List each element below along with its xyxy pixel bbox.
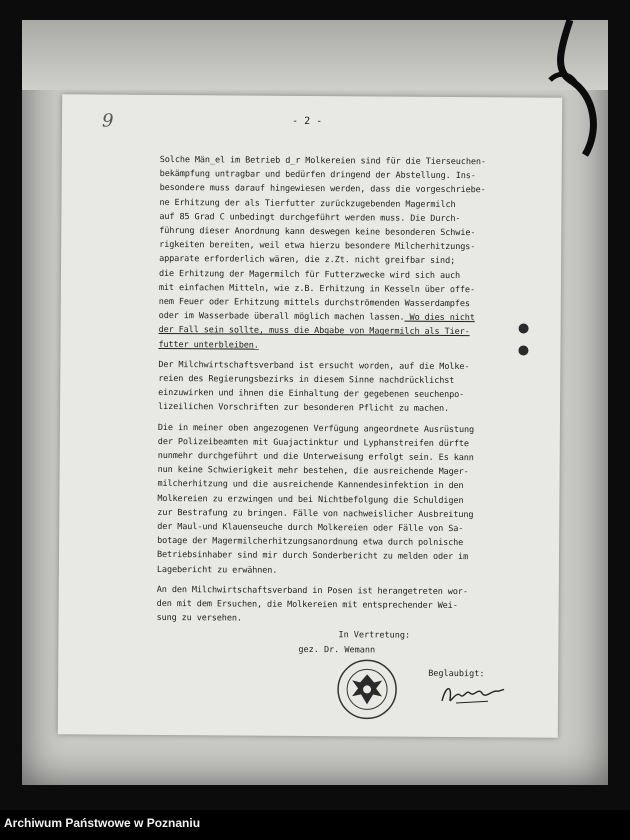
text-line: der Polizeibeamten mit Guajactinktur und Lyphanstreifen dürfte bbox=[157, 436, 469, 449]
deputy-label: In Vertretung: bbox=[338, 630, 411, 641]
text-line: milcherhitzung und die ausreichende Kannendesinfektion in den bbox=[157, 479, 464, 492]
text-line: Molkereien zu erzwingen und bei Nichtbefolgung die Schuldigen bbox=[157, 493, 464, 506]
page-number: - 2 - bbox=[292, 115, 323, 128]
document-page bbox=[58, 94, 562, 737]
text-line: führung dieser Anordnung kann deswegen keine besonderen Schwie- bbox=[159, 225, 476, 239]
letter-body bbox=[156, 153, 555, 634]
certified-label: Beglaubigt: bbox=[428, 668, 485, 680]
paragraph-1 bbox=[158, 153, 555, 355]
text-line: Der Milchwirtschaftsverband ist ersucht worden, auf die Molke- bbox=[158, 359, 470, 372]
text-line: auf 85 Grad C unbedingt durchgeführt werden muss. Die Durch- bbox=[159, 211, 461, 224]
text-line: Die in meiner oben angezogenen Verfügung angeordnete Ausrüstung bbox=[157, 422, 475, 435]
underlined-text-line: der Fall sein sollte, muss die Abgabe von Magermilch als Tier- bbox=[158, 325, 470, 338]
text-line: der Maul-und Klauenseuche durch Molkereien oder Fälle von Sa- bbox=[157, 522, 464, 535]
paragraph-3 bbox=[157, 421, 554, 580]
text-line: die Erhitzung der Magermilch für Futterzwecke wird sich auch bbox=[158, 268, 461, 281]
paragraph-2 bbox=[158, 358, 554, 418]
text-line: apparate erforderlich wären, die z.Zt. nicht greifbar sind; bbox=[159, 254, 456, 267]
text-line: reien des Regierungsbezirks in diesem Sinne nachdrücklichst bbox=[158, 373, 455, 387]
paragraph-4 bbox=[157, 583, 553, 628]
text-line: mit einfachen Mitteln, wie z.B. Erhitzung in Kesseln über offe- bbox=[158, 282, 476, 295]
text-line: lizeilichen Vorschriften zur besonderen Pflicht zu machen. bbox=[158, 402, 450, 415]
text-line: bekämpfung untragbar und bedürfen dringend der Abstellung. Ins- bbox=[159, 169, 476, 182]
text-line: botage der Magermilcherhitzungsanordnung etwa durch polnische bbox=[157, 536, 464, 549]
text-line: nem Feuer oder Erhitzung mittels durchströmenden Wasserdampfes bbox=[158, 296, 470, 310]
text-line: Solche Män_el im Betrieb d_r Molkereien sind für die Tierseuchen- bbox=[159, 154, 486, 168]
archive-footer bbox=[0, 810, 630, 840]
text-line: An den Milchwirtschaftsverband in Posen ist herangetreten wor- bbox=[156, 584, 468, 597]
text-line: besondere muss darauf hingewiesen werden, dass die vorgeschriebe- bbox=[159, 183, 486, 196]
text-line: sung zu versehen. bbox=[156, 613, 242, 624]
text-line: Lagebericht zu erwähnen. bbox=[156, 564, 278, 576]
margin-page-mark: 9 bbox=[101, 110, 114, 132]
text-line: rigkeiten bereiten, weil etwa hierzu besondere Milcherhitzungs- bbox=[159, 240, 476, 253]
official-seal bbox=[336, 658, 398, 720]
archive-label: Archiwum Państwowe w Poznaniu bbox=[4, 816, 201, 830]
text-line: einzuwirken und ihnen die Einhaltung der gegebenen seuchenpo- bbox=[158, 388, 465, 401]
underlined-text: Wo dies nicht bbox=[404, 312, 475, 324]
text-segment: oder im Wasserbade überall möglich machen lassen. bbox=[158, 311, 405, 323]
text-line: ne Erhitzung der als Tierfutter zurückzugebenden Magermilch bbox=[159, 197, 456, 210]
text-line: Betriebsinhaber sind mir durch Sonderbericht zu melden oder im bbox=[156, 550, 469, 563]
underlined-text-line: futter unterbleiben. bbox=[158, 339, 259, 351]
text-line: nun keine Schwierigkeit mehr bestehen, die ausreichende Mager- bbox=[157, 465, 469, 478]
handwritten-signature bbox=[438, 681, 508, 709]
punch-hole bbox=[519, 323, 529, 333]
signed-by: gez. Dr. Wemann bbox=[298, 644, 376, 656]
text-line: den mit dem Ersuchen, die Molkereien mit entsprechender Wei- bbox=[156, 599, 458, 612]
text-line: zur Bestrafung zu bringen. Fälle von nachweislicher Ausbreitung bbox=[157, 507, 474, 521]
punch-hole bbox=[518, 345, 528, 355]
text-line: nunmehr durchgeführt und die Unterweisung erfolgt sein. Es kann bbox=[157, 451, 474, 464]
film-edge bbox=[22, 20, 608, 90]
